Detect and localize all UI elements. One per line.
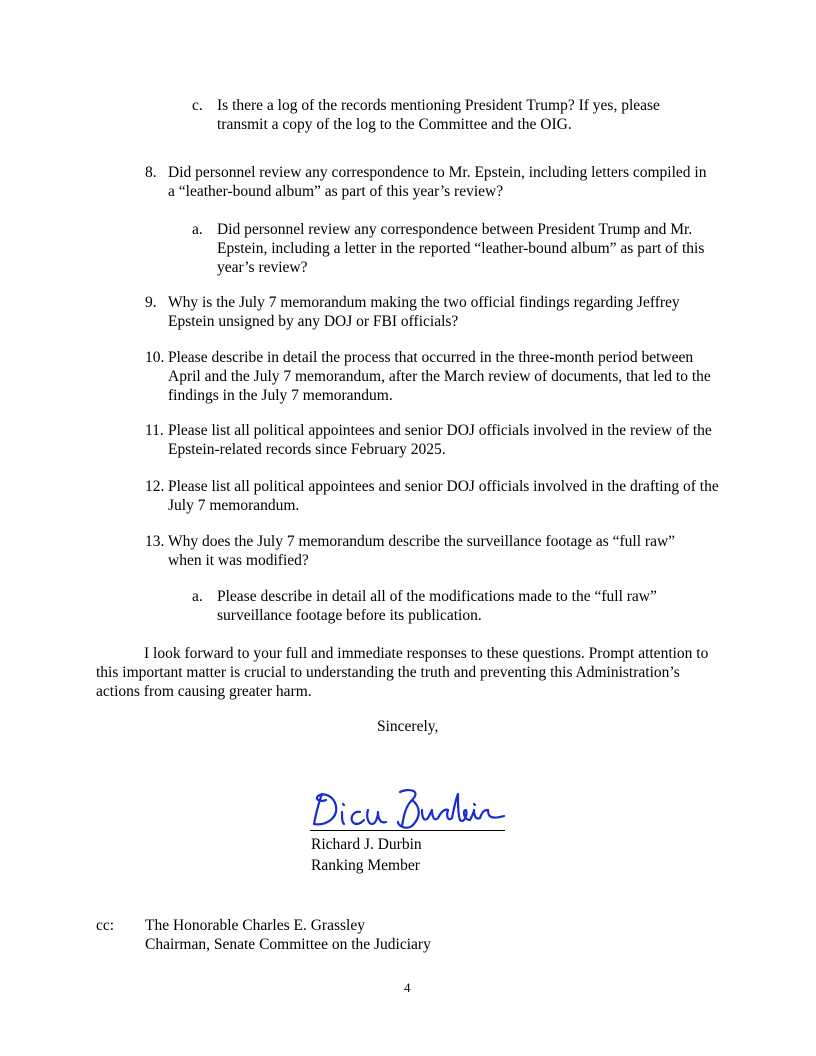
item-marker: c.	[192, 97, 203, 114]
signer-name: Richard J. Durbin	[311, 836, 422, 853]
page-number: 4	[404, 980, 411, 995]
item-marker: 8.	[145, 164, 157, 181]
signature-line	[310, 830, 505, 831]
cc-title: Chairman, Senate Committee on the Judiciary	[145, 936, 431, 953]
list-item-text: Please list all political appointees and senior DOJ officials involved in the review of the Epstein-related records since February 2025.	[168, 422, 712, 458]
list-item-text: Please describe in detail all of the modifications made to the “full raw” surveillance footage before its publication.	[217, 588, 657, 624]
list-item-text: Did personnel review any correspondence to Mr. Epstein, including letters compiled in a “leather-bound album” as part of this year’s review?	[168, 164, 707, 200]
item-marker: 11.	[145, 422, 164, 439]
valediction: Sincerely,	[377, 718, 439, 735]
list-item-text: Why is the July 7 memorandum making the two official findings regarding Jeffrey Epstein unsigned by any DOJ or FBI officials?	[168, 294, 680, 330]
item-marker: 9.	[145, 294, 157, 311]
list-item-text: Please describe in detail the process that occurred in the three-month period between April and the July 7 memorandum, after the March review of documents, that led to the findings in the July 7 memorandum.	[168, 349, 711, 404]
item-marker: 12.	[145, 478, 165, 495]
list-item-text: Did personnel review any correspondence between President Trump and Mr. Epstein, including a letter in the reported “leather-bound album” as part of this year’s review?	[217, 221, 705, 276]
handwritten-signature	[308, 780, 508, 832]
item-marker: a.	[192, 221, 203, 238]
signer-title: Ranking Member	[311, 857, 420, 874]
item-marker: 10.	[145, 349, 165, 366]
item-marker: a.	[192, 588, 203, 605]
list-item-text: Please list all political appointees and senior DOJ officials involved in the drafting of the July 7 memorandum.	[168, 478, 719, 514]
cc-label: cc:	[96, 917, 115, 934]
list-item-text: Is there a log of the records mentioning President Trump? If yes, please transmit a copy of the log to the Committee and the OIG.	[217, 97, 660, 133]
list-item-text: Why does the July 7 memorandum describe the surveillance footage as “full raw” when it was modified?	[168, 533, 676, 569]
item-marker: 13.	[145, 533, 165, 550]
closing-paragraph: I look forward to your full and immediate responses to these questions. Prompt attention to this important matter is crucial to understanding the truth and preventing this Administration’s actions from causing greater harm.	[96, 645, 709, 700]
cc-name: The Honorable Charles E. Grassley	[145, 917, 365, 934]
